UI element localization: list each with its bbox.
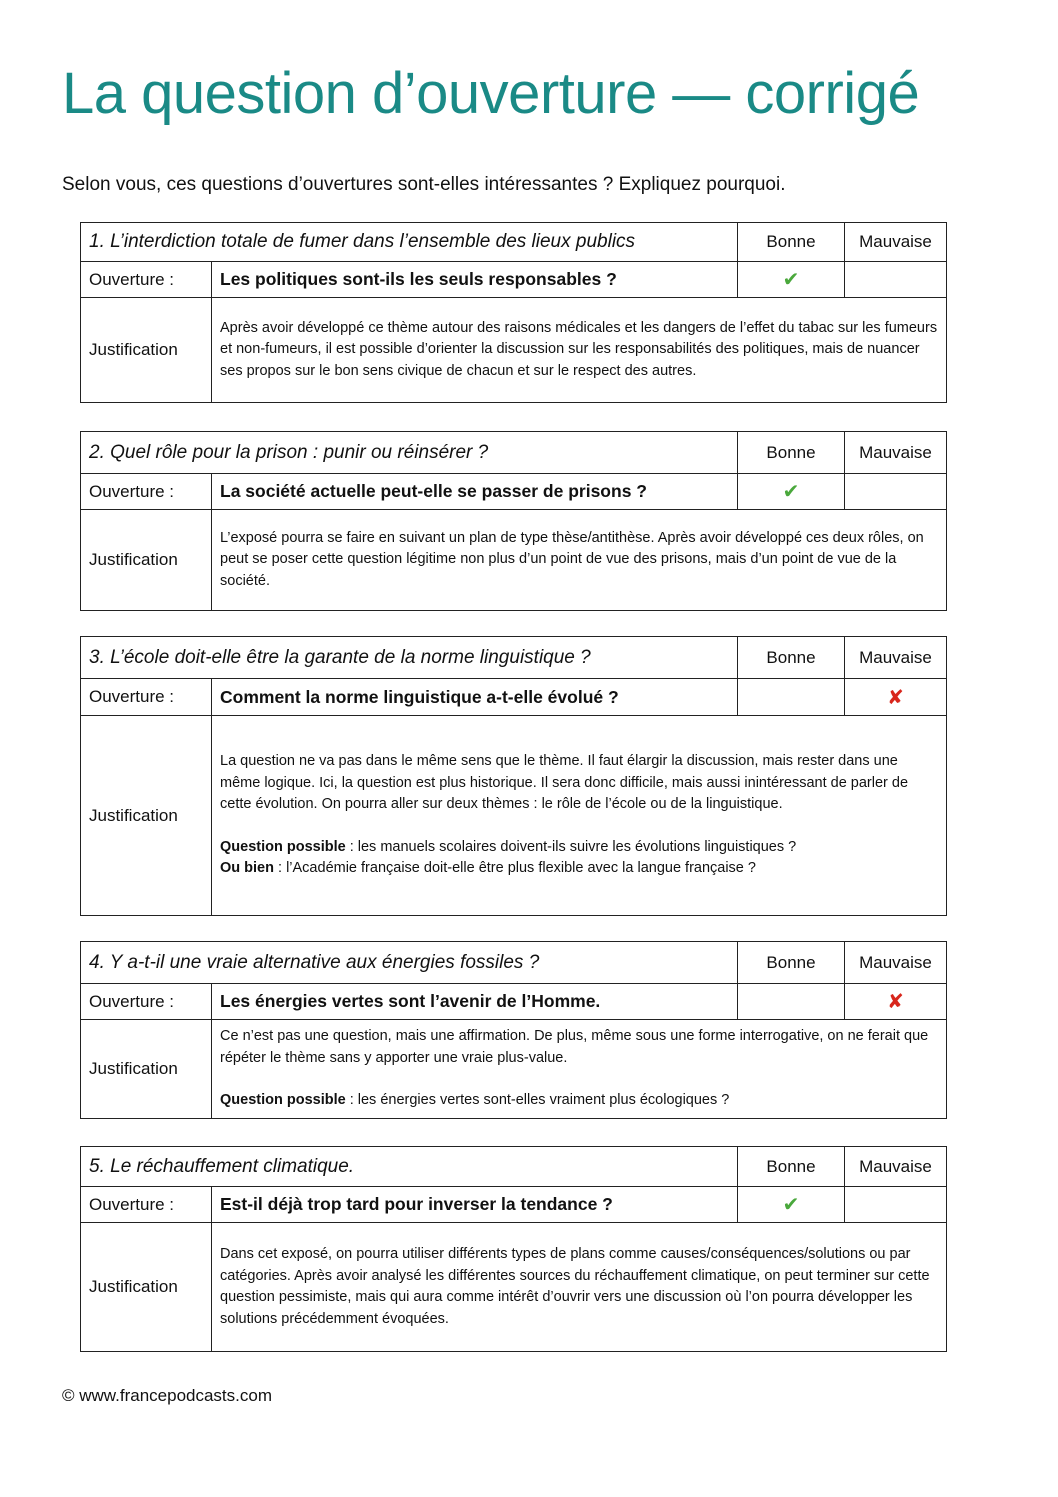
justification-text (212, 1223, 947, 1352)
label-ouverture: Ouverture : (81, 262, 212, 298)
suggestion-text: : les manuels scolaires doivent-ils suivre les évolutions linguistiques ? (345, 838, 797, 855)
empty-cell (845, 262, 947, 298)
suggestion-label: Question possible (220, 1092, 346, 1109)
copyright-footer: © www.francepodcasts.com (62, 1386, 272, 1405)
exercise-table-2 (80, 431, 947, 611)
theme: 3. L’école doit-elle être la garante de la norme linguistique ? (81, 637, 738, 679)
instructions: Selon vous, ces questions d’ouvertures sont-elles intéressantes ? Expliquez pourquoi. (62, 174, 786, 195)
suggestion-label: Ou bien (220, 860, 274, 877)
justification-paragraph: Ce n’est pas une question, mais une affirmation. De plus, même sous une forme interrogative, on ne ferait que répéter le thème sans y apporter une vraie plus-value. (220, 1028, 929, 1066)
justification-paragraph: La question ne va pas dans le même sens que le thème. Il faut élargir la discussion, mais rester dans une même logique. Ici, la question est plus historique. Il sera donc difficile, mais aussi inintéressant de parler de cette évolution. On pourra aller sur deux thèmes : le rôle de l’école ou de la linguistique. (220, 753, 909, 813)
check-icon: ✔ (738, 262, 845, 298)
label-ouverture: Ouverture : (81, 984, 212, 1020)
opening-question: Comment la norme linguistique a-t-elle évolué ? (212, 679, 738, 716)
exercise-table-3 (80, 636, 947, 916)
header-mauvaise: Mauvaise (845, 223, 947, 262)
cross-icon: ✘ (845, 679, 947, 716)
header-mauvaise: Mauvaise (845, 1147, 947, 1187)
theme: 2. Quel rôle pour la prison : punir ou réinsérer ? (81, 432, 738, 474)
empty-cell (845, 1187, 947, 1223)
opening-question: Est-il déjà trop tard pour inverser la tendance ? (212, 1187, 738, 1223)
exercise-table-5 (80, 1146, 947, 1352)
justification-text (212, 1020, 947, 1119)
justification-paragraph: Après avoir développé ce thème autour des raisons médicales et les dangers de l’effet du tabac sur les fumeurs et non-fumeurs, il est possible d’orienter la discussion sur les responsabilités des politiques, mais de nuancer ses propos sur le bon sens civique de chacun et sur le respect des autres. (220, 319, 938, 379)
label-justification: Justification (81, 716, 212, 916)
empty-cell (845, 474, 947, 510)
exercise-table-4 (80, 941, 947, 1119)
opening-question: Les énergies vertes sont l’avenir de l’Homme. (212, 984, 738, 1020)
opening-question: Les politiques sont-ils les seuls responsables ? (212, 262, 738, 298)
header-bonne: Bonne (738, 637, 845, 679)
theme: 5. Le réchauffement climatique. (81, 1147, 738, 1187)
justification-paragraph: L’exposé pourra se faire en suivant un plan de type thèse/antithèse. Après avoir développé ces deux rôles, on peut se poser cette question légitime non plus d’un point de vue des prisons, mais d’un point de vue de la société. (220, 529, 924, 589)
header-mauvaise: Mauvaise (845, 432, 947, 474)
empty-cell (738, 984, 845, 1020)
label-ouverture: Ouverture : (81, 679, 212, 716)
opening-question: La société actuelle peut-elle se passer de prisons ? (212, 474, 738, 510)
page-title: La question d’ouverture — corrigé (62, 61, 920, 126)
cross-icon: ✘ (845, 984, 947, 1020)
header-bonne: Bonne (738, 223, 845, 262)
empty-cell (738, 679, 845, 716)
suggestion-text: : l’Académie française doit-elle être plus flexible avec la langue française ? (273, 860, 756, 877)
label-justification: Justification (81, 510, 212, 611)
suggested-questions (220, 837, 938, 880)
label-justification: Justification (81, 298, 212, 403)
label-justification: Justification (81, 1020, 212, 1119)
theme: 1. L’interdiction totale de fumer dans l’ensemble des lieux publics (81, 223, 738, 262)
header-bonne: Bonne (738, 432, 845, 474)
justification-paragraph: Dans cet exposé, on pourra utiliser différents types de plans comme causes/conséquences/solutions ou par catégories. Après avoir analysé les différentes sources du réchauffement climatique, on peut terminer sur cette question pessimiste, mais qui aura comme intérêt d’ouvrir vers une discussion où l’on pourra développer les solutions précédemment évoquées. (220, 1246, 930, 1327)
exercise-table-1 (80, 222, 947, 403)
label-ouverture: Ouverture : (81, 1187, 212, 1223)
header-bonne: Bonne (738, 942, 845, 984)
justification-text (212, 716, 947, 916)
theme: 4. Y a-t-il une vraie alternative aux énergies fossiles ? (81, 942, 738, 984)
justification-text (212, 510, 947, 611)
justification-text (212, 298, 947, 403)
header-mauvaise: Mauvaise (845, 942, 947, 984)
header-mauvaise: Mauvaise (845, 637, 947, 679)
check-icon: ✔ (738, 1187, 845, 1223)
check-icon: ✔ (738, 474, 845, 510)
suggestion-text: : les énergies vertes sont-elles vraiment plus écologiques ? (345, 1092, 730, 1109)
label-justification: Justification (81, 1223, 212, 1352)
suggested-questions (220, 1090, 938, 1112)
label-ouverture: Ouverture : (81, 474, 212, 510)
header-bonne: Bonne (738, 1147, 845, 1187)
suggestion-label: Question possible (220, 838, 346, 855)
